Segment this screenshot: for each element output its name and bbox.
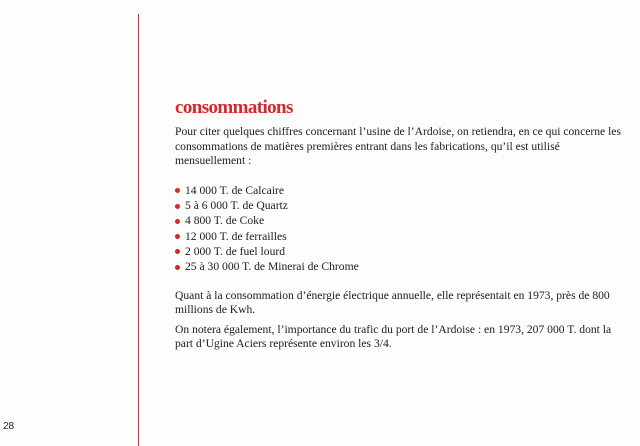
list-item-text: 5 à 6 000 T. de Quartz bbox=[185, 199, 288, 213]
list-item bbox=[175, 213, 623, 228]
list-item-text: 2 000 T. de fuel lourd bbox=[185, 244, 286, 258]
consumption-list bbox=[175, 183, 623, 275]
list-item-text: 14 000 T. de Calcaire bbox=[185, 183, 285, 197]
list-item-text: 12 000 T. de ferrailles bbox=[185, 229, 287, 243]
bullet-icon bbox=[175, 265, 180, 270]
bullet-icon bbox=[175, 249, 180, 254]
list-item bbox=[175, 244, 623, 259]
list-item-text: 4 800 T. de Coke bbox=[185, 214, 265, 228]
section-title: consommations bbox=[175, 97, 293, 118]
bullet-icon bbox=[175, 234, 180, 239]
electricity-paragraph: Quant à la consommation d’énergie électrique annuelle, elle représentait en 1973, près de 800 millions de Kwh. bbox=[175, 288, 610, 317]
vertical-margin-rule bbox=[138, 14, 139, 446]
article-section bbox=[175, 97, 623, 352]
list-item bbox=[175, 229, 623, 244]
bullet-icon bbox=[175, 188, 180, 193]
port-traffic-paragraph: On notera également, l’importance du trafic du port de l’Ardoise : en 1973, 207 000 T. dont la part d’Ugine Aciers représente environ les 3/4. bbox=[175, 322, 612, 351]
list-item bbox=[175, 183, 623, 198]
page-number: 28 bbox=[3, 421, 15, 432]
intro-paragraph: Pour citer quelques chiffres concernant l’usine de l’Ardoise, on retiendra, en ce qui concerne les consommations de matières premières entrant dans les fabrications, qu’il est utilisé mensuellement : bbox=[175, 125, 621, 168]
list-item bbox=[175, 198, 623, 213]
bullet-icon bbox=[175, 219, 180, 224]
list-item-text: 25 à 30 000 T. de Minerai de Chrome bbox=[185, 260, 359, 274]
bullet-icon bbox=[175, 204, 180, 209]
list-item bbox=[175, 259, 623, 274]
